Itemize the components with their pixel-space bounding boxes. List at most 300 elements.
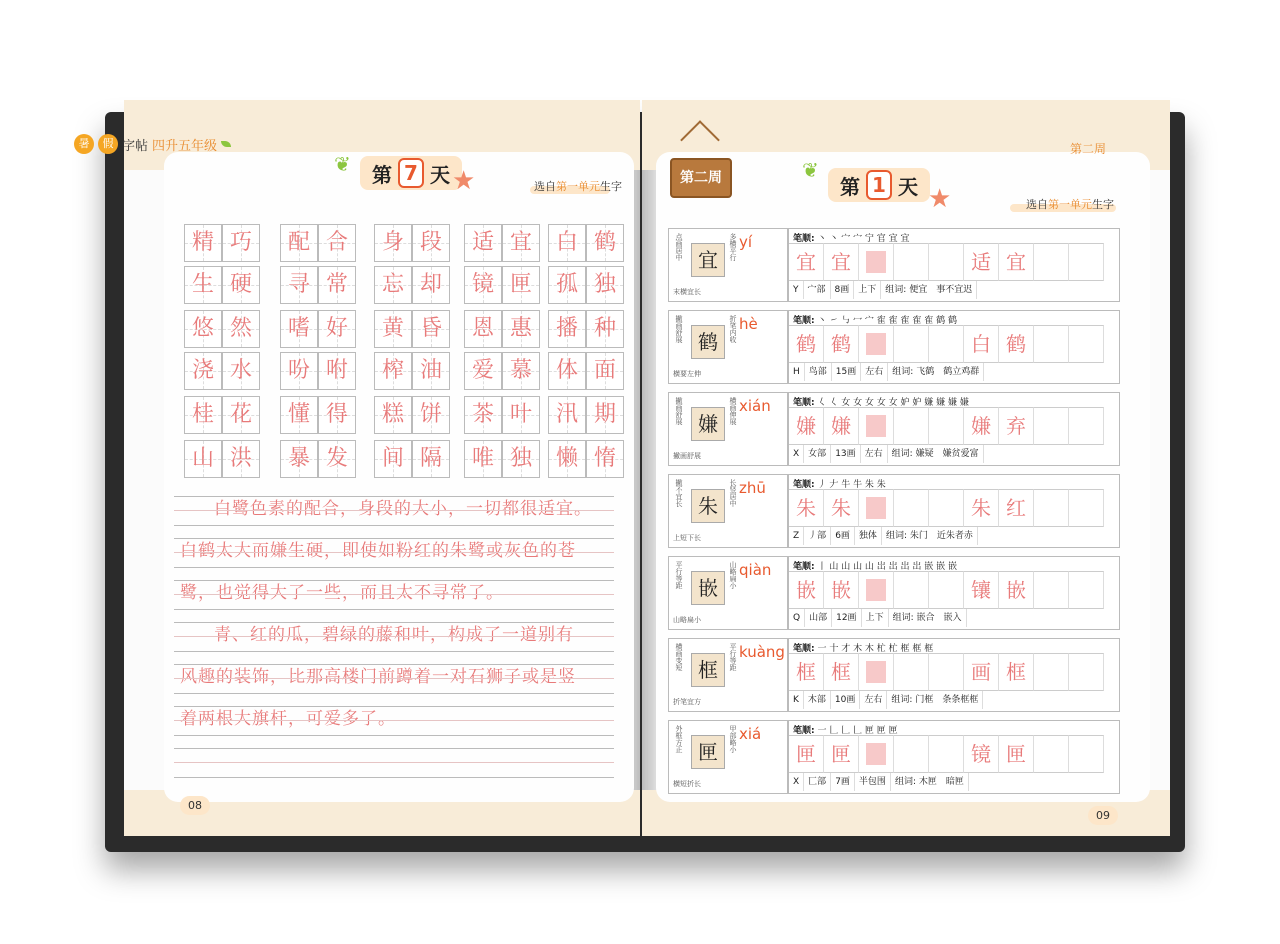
writing-line (174, 496, 614, 526)
tip-right: 折笔内收 (729, 315, 737, 343)
grid-cell: 宜 (999, 243, 1034, 281)
practice-cell (318, 352, 356, 390)
tip-left: 撇画舒展 (675, 397, 683, 425)
practice-char: 然 (229, 316, 252, 341)
practice-cell (374, 352, 412, 390)
words-field (891, 773, 969, 791)
stroke-count: 7画 (831, 773, 855, 791)
tip-left: 撇画舒展 (675, 315, 683, 343)
grid-cell: 鹤 (999, 325, 1034, 363)
practice-char: 花 (229, 402, 252, 427)
character-row (668, 392, 1120, 466)
word-pair (548, 224, 624, 262)
character-card (668, 474, 788, 548)
leaf-icon (221, 141, 231, 147)
grid-cell (859, 243, 894, 281)
practice-cell (184, 396, 222, 434)
practice-cell (464, 266, 502, 304)
initial-letter: K (789, 691, 804, 709)
word-pair (374, 266, 450, 304)
word-pair (464, 310, 540, 348)
word-pair (184, 310, 260, 348)
stroke-count: 12画 (832, 609, 861, 627)
stroke-sequence: 𡿨 𡿨 女 女 女 女 女 妒 妒 嫌 嫌 嫌 嫌 (817, 398, 969, 408)
practice-cell (412, 440, 450, 478)
word-pair (374, 224, 450, 262)
practice-grid (789, 325, 1104, 361)
practice-cell (280, 266, 318, 304)
tip-bottom: 山略扁小 (673, 616, 701, 624)
day-title-right (828, 168, 930, 202)
stroke-count: 6画 (831, 527, 855, 545)
character-row (668, 556, 1120, 630)
word-pair (464, 396, 540, 434)
pinyin: xiá (739, 725, 762, 743)
initial-letter: Z (789, 527, 804, 545)
paragraph-line: 青、红的瓜，碧绿的藤和叶，构成了一道别有 (214, 625, 574, 645)
ghost-mark (866, 251, 886, 273)
practice-char: 硬 (229, 272, 252, 297)
practice-cell (222, 352, 260, 390)
grid-cell: 嫌 (824, 407, 859, 445)
practice-char: 却 (419, 272, 442, 297)
practice-char: 桂 (191, 402, 214, 427)
pinyin: zhū (739, 479, 766, 497)
initial-letter: H (789, 363, 805, 381)
practice-cell (464, 396, 502, 434)
grid-cell: 匣 (789, 735, 824, 773)
grid-cell (1034, 571, 1069, 609)
tip-bottom: 折笔宜方 (673, 698, 701, 706)
grid-cell (1069, 571, 1104, 609)
star-icon: ★ (452, 166, 476, 196)
practice-cell (502, 224, 540, 262)
practice-char: 慕 (509, 358, 532, 383)
practice-cell (184, 440, 222, 478)
grid-cell: 框 (824, 653, 859, 691)
character-card (668, 638, 788, 712)
grid-cell: 朱 (789, 489, 824, 527)
grid-cell (929, 325, 964, 363)
stroke-count: 8画 (831, 281, 855, 299)
practice-char: 镜 (471, 272, 494, 297)
day-suffix: 天 (898, 174, 918, 199)
practice-grid (789, 653, 1104, 689)
radical: 木部 (804, 691, 831, 709)
radical: 丿部 (804, 527, 831, 545)
words-label: 组词: (891, 449, 913, 459)
grid-cell (929, 489, 964, 527)
practice-panel (788, 720, 1120, 794)
radical: 女部 (804, 445, 831, 463)
practice-grid (789, 489, 1104, 525)
practice-cell (548, 224, 586, 262)
practice-char: 好 (325, 316, 348, 341)
practice-cell (412, 310, 450, 348)
words-label: 组词: (891, 695, 913, 705)
grid-cell: 框 (999, 653, 1034, 691)
tip-right: 平行等距 (729, 643, 737, 671)
word-pair (548, 310, 624, 348)
main-character: 嫌 (691, 407, 725, 441)
main-character: 框 (691, 653, 725, 687)
practice-char: 白 (555, 230, 578, 255)
practice-char: 山 (191, 446, 214, 471)
week-tag: 第二周 (670, 158, 732, 198)
initial-letter: Y (789, 281, 804, 299)
grid-cell (894, 571, 929, 609)
writing-line (174, 622, 614, 652)
character-card (668, 310, 788, 384)
main-character: 宜 (691, 243, 725, 277)
source-note-left (534, 178, 622, 194)
practice-char: 叶 (509, 402, 532, 427)
character-info (789, 363, 1119, 381)
stroke-label: 笔顺: (793, 562, 815, 572)
word-pair (374, 396, 450, 434)
practice-cell (412, 352, 450, 390)
practice-char: 宜 (509, 230, 532, 255)
writing-line (174, 748, 614, 778)
character-row (668, 638, 1120, 712)
practice-cell (548, 266, 586, 304)
tip-bottom: 上短下长 (673, 534, 701, 542)
structure: 上下 (854, 281, 881, 299)
brand-grade: 四升五年级 (152, 138, 218, 154)
practice-char: 咐 (325, 358, 348, 383)
stroke-sequence: 丨 山 山 山 山 岀 岀 岀 岀 嵌 嵌 嵌 (817, 562, 957, 572)
practice-char: 嗜 (287, 316, 310, 341)
practice-panel (788, 228, 1120, 302)
practice-grid (789, 407, 1104, 443)
word-pair (464, 440, 540, 478)
tip-bottom: 撇画舒展 (673, 452, 701, 460)
practice-cell (318, 224, 356, 262)
ghost-mark (866, 661, 886, 683)
word-pair (184, 224, 260, 262)
grid-cell: 镶 (964, 571, 999, 609)
practice-char: 匣 (509, 272, 532, 297)
practice-char: 恩 (471, 316, 494, 341)
practice-cell (548, 310, 586, 348)
ghost-mark (866, 333, 886, 355)
words-field (889, 609, 967, 627)
grid-cell (859, 653, 894, 691)
words-field (881, 281, 977, 299)
grid-cell: 朱 (824, 489, 859, 527)
practice-char: 爱 (471, 358, 494, 383)
day-suffix: 天 (430, 162, 450, 187)
practice-char: 惰 (593, 446, 616, 471)
tip-left: 撇不宜长 (675, 479, 683, 507)
practice-char: 油 (419, 358, 442, 383)
practice-char: 发 (325, 446, 348, 471)
ghost-mark (866, 743, 886, 765)
grid-cell: 嵌 (824, 571, 859, 609)
practice-cell (374, 310, 412, 348)
practice-char: 洪 (229, 446, 252, 471)
stroke-count: 13画 (831, 445, 860, 463)
tip-left: 点画居中 (675, 233, 683, 261)
brand-badge-2: 假 (98, 134, 118, 154)
words-field (888, 445, 984, 463)
practice-char: 鹤 (593, 230, 616, 255)
practice-cell (548, 352, 586, 390)
practice-cell (222, 396, 260, 434)
character-info (789, 609, 1119, 627)
practice-char: 唯 (471, 446, 494, 471)
word-pair (184, 440, 260, 478)
practice-char: 黄 (381, 316, 404, 341)
practice-char: 饼 (419, 402, 442, 427)
practice-char: 身 (381, 230, 404, 255)
grid-cell (894, 243, 929, 281)
source-post: 生字 (600, 180, 622, 193)
word-pair (184, 352, 260, 390)
stroke-label: 笔顺: (793, 726, 815, 736)
practice-cell (184, 266, 222, 304)
practice-panel (788, 310, 1120, 384)
grid-cell (1069, 407, 1104, 445)
practice-char: 忘 (381, 272, 404, 297)
structure: 左右 (860, 691, 887, 709)
practice-char: 水 (229, 358, 252, 383)
day-prefix: 第 (372, 162, 392, 187)
word-pair (548, 352, 624, 390)
words-field (882, 527, 978, 545)
grid-cell (859, 571, 894, 609)
practice-char: 面 (593, 358, 616, 383)
words-value: 嫌疑 嫌贫爱富 (915, 449, 979, 459)
grid-cell (894, 653, 929, 691)
main-character: 朱 (691, 489, 725, 523)
initial-letter: X (789, 445, 804, 463)
stroke-count: 10画 (831, 691, 860, 709)
words-value: 嵌合 嵌入 (916, 613, 962, 623)
tip-bottom: 横短折长 (673, 780, 701, 788)
grid-cell (929, 653, 964, 691)
words-label: 组词: (885, 531, 907, 541)
practice-cell (586, 396, 624, 434)
grid-cell: 嫌 (964, 407, 999, 445)
brand-text: 字帖 (122, 138, 149, 154)
tip-left: 横画变短 (675, 643, 683, 671)
star-icon: ★ (928, 184, 952, 214)
radical: 宀部 (804, 281, 831, 299)
grid-cell: 鹤 (789, 325, 824, 363)
grid-cell: 画 (964, 653, 999, 691)
practice-panel (788, 392, 1120, 466)
grid-cell (859, 489, 894, 527)
grid-cell: 红 (999, 489, 1034, 527)
paragraph-line: 白鹤太大而嫌生硬，即使如粉红的朱鹭或灰色的苍 (180, 541, 576, 561)
tip-right: 横画伸展 (729, 397, 737, 425)
tip-right: 甲部略小 (729, 725, 737, 753)
grid-cell: 嵌 (999, 571, 1034, 609)
word-pair (280, 266, 356, 304)
initial-letter: Q (789, 609, 805, 627)
source-post: 生字 (1092, 198, 1114, 211)
character-row (668, 310, 1120, 384)
character-info (789, 281, 1119, 299)
grid-cell (859, 325, 894, 363)
structure: 左右 (861, 363, 888, 381)
pinyin: kuàng (739, 643, 785, 661)
practice-cell (464, 440, 502, 478)
practice-cell (184, 352, 222, 390)
practice-cell (464, 224, 502, 262)
grid-cell: 匣 (999, 735, 1034, 773)
practice-cell (586, 266, 624, 304)
word-pair (548, 440, 624, 478)
word-pair (280, 224, 356, 262)
grid-cell (894, 489, 929, 527)
practice-grid (789, 735, 1104, 771)
grid-cell: 镜 (964, 735, 999, 773)
practice-char: 寻 (287, 272, 310, 297)
practice-cell (412, 224, 450, 262)
tip-left: 平行等距 (675, 561, 683, 589)
practice-cell (502, 352, 540, 390)
stroke-sequence: 丶 丶 宀 宀 宁 官 宜 宜 (817, 234, 910, 244)
pinyin: qiàn (739, 561, 772, 579)
stroke-label: 笔顺: (793, 234, 815, 244)
word-pair (464, 224, 540, 262)
source-note-right (1026, 196, 1114, 212)
practice-char: 合 (325, 230, 348, 255)
grid-cell (859, 407, 894, 445)
tip-bottom: 横要左伸 (673, 370, 701, 378)
practice-char: 悠 (191, 316, 214, 341)
practice-char: 懂 (287, 402, 310, 427)
practice-cell (586, 440, 624, 478)
word-pair (374, 352, 450, 390)
grid-cell (929, 735, 964, 773)
practice-cell (318, 440, 356, 478)
stroke-count: 15画 (832, 363, 861, 381)
grid-cell: 白 (964, 325, 999, 363)
word-pair (184, 396, 260, 434)
practice-cell (374, 440, 412, 478)
practice-cell (280, 310, 318, 348)
word-pair (374, 310, 450, 348)
practice-char: 茶 (471, 402, 494, 427)
practice-char: 间 (381, 446, 404, 471)
paragraph-line: 风趣的装饰，比那高楼门前蹲着一对石狮子或是竖 (180, 667, 576, 687)
grid-cell (1034, 735, 1069, 773)
words-field (888, 363, 984, 381)
grid-cell (929, 407, 964, 445)
stroke-label: 笔顺: (793, 316, 815, 326)
ghost-mark (866, 497, 886, 519)
writing-line (174, 580, 614, 610)
practice-cell (586, 224, 624, 262)
tip-right: 多横平行 (729, 233, 737, 261)
paragraph-line: 着两根大旗杆，可爱多了。 (180, 709, 396, 729)
grid-cell (1069, 653, 1104, 691)
stroke-sequence: 一 十 才 木 木 杧 杧 框 框 框 (817, 644, 934, 654)
stroke-sequence: 丿 𠂇 牛 牛 朱 朱 (817, 480, 886, 490)
initial-letter: X (789, 773, 804, 791)
character-card (668, 392, 788, 466)
practice-cell (318, 266, 356, 304)
structure: 左右 (861, 445, 888, 463)
practice-cell (464, 310, 502, 348)
grid-cell (1069, 243, 1104, 281)
practice-cell (280, 396, 318, 434)
practice-char: 孤 (555, 272, 578, 297)
words-field (887, 691, 983, 709)
words-value: 飞鹤 鹤立鸡群 (916, 367, 980, 377)
practice-grid (789, 243, 1104, 279)
source-highlight: 第一单元 (556, 180, 600, 193)
radical: 匸部 (804, 773, 831, 791)
day-number: 1 (866, 170, 892, 200)
practice-cell (222, 266, 260, 304)
grid-cell (1069, 325, 1104, 363)
practice-char: 独 (509, 446, 532, 471)
main-character: 匣 (691, 735, 725, 769)
grid-cell: 弃 (999, 407, 1034, 445)
practice-cell (412, 396, 450, 434)
character-row (668, 228, 1120, 302)
sprig-icon: ❦ (802, 158, 819, 182)
paragraph-line: 白鹭色素的配合，身段的大小，一切都很适宜。 (214, 499, 592, 519)
grid-cell: 嵌 (789, 571, 824, 609)
brand-title (74, 134, 231, 154)
practice-char: 暴 (287, 446, 310, 471)
practice-char: 生 (191, 272, 214, 297)
practice-char: 常 (325, 272, 348, 297)
practice-char: 种 (593, 316, 616, 341)
word-pair (280, 310, 356, 348)
practice-cell (586, 310, 624, 348)
grid-cell (1034, 489, 1069, 527)
practice-cell (374, 396, 412, 434)
practice-cell (548, 396, 586, 434)
main-character: 鹤 (691, 325, 725, 359)
practice-cell (502, 440, 540, 478)
practice-char: 懒 (555, 446, 578, 471)
practice-grid (789, 571, 1104, 607)
practice-char: 播 (555, 316, 578, 341)
grid-cell: 宜 (824, 243, 859, 281)
paragraph-line: 鹭，也觉得大了一些，而且太不寻常了。 (180, 583, 504, 603)
grid-cell (894, 325, 929, 363)
practice-char: 精 (191, 230, 214, 255)
brand-badge-1: 暑 (74, 134, 94, 154)
grid-cell (1034, 407, 1069, 445)
grid-cell (1034, 243, 1069, 281)
character-info (789, 691, 1119, 709)
structure: 半包围 (855, 773, 891, 791)
pinyin: hè (739, 315, 758, 333)
practice-cell (280, 440, 318, 478)
grid-cell (1069, 735, 1104, 773)
practice-cell (464, 352, 502, 390)
grid-cell: 朱 (964, 489, 999, 527)
ghost-mark (866, 415, 886, 437)
day-title-left (360, 156, 462, 190)
practice-cell (184, 224, 222, 262)
grid-cell (929, 243, 964, 281)
pinyin: yí (739, 233, 753, 251)
pinyin: xián (739, 397, 771, 415)
tip-left: 外框方正 (675, 725, 683, 753)
practice-cell (502, 396, 540, 434)
practice-char: 期 (593, 402, 616, 427)
practice-char: 适 (471, 230, 494, 255)
